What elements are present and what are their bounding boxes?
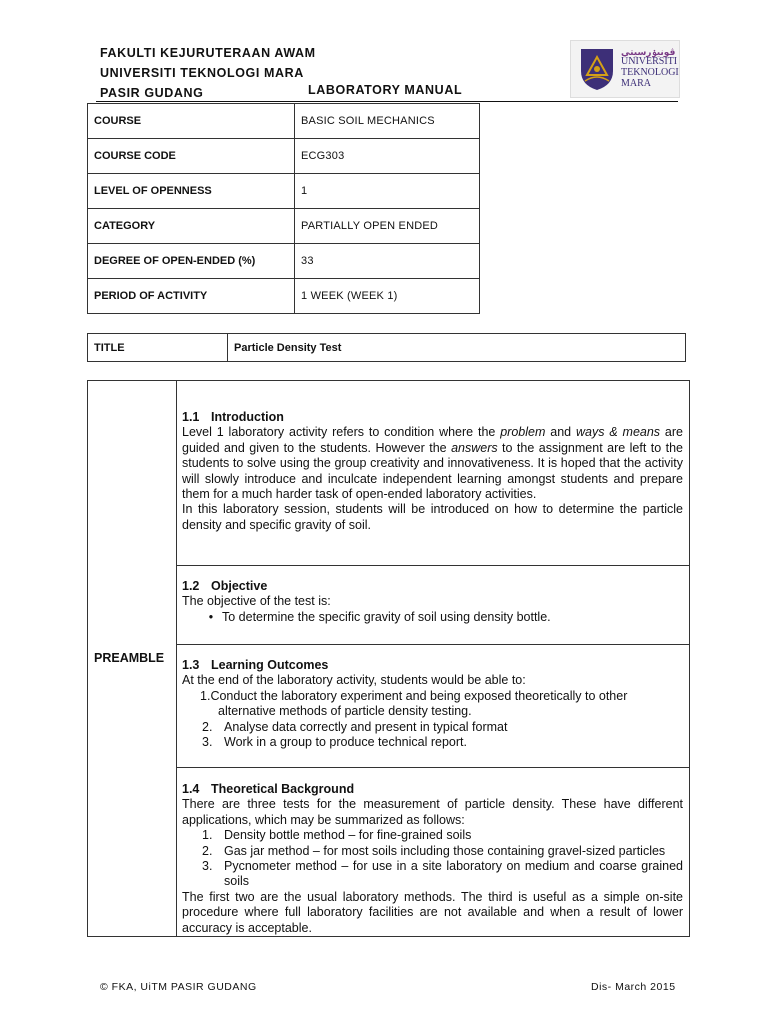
- preamble-column: [88, 381, 177, 936]
- manual-title: LABORATORY MANUAL: [308, 83, 463, 97]
- list-item: 1.Conduct the laboratory experiment and being exposed theoretically to other alternative methods of particle density testing.: [200, 688, 628, 719]
- introduction-paragraph: Level 1 laboratory activity refers to condition where the problem and ways & means are guided and given to the students. However the answers to the assignment are left to the students to solve using the group creativity and innovativeness. It is hoped that the activity will slowly introduce and inculcate independent learning amongst students and prepare them for a much harder task of open-ended laboratory activities.: [182, 425, 683, 502]
- title-table: [87, 333, 686, 362]
- faculty-name: FAKULTI KEJURUTERAAN AWAM: [100, 46, 316, 60]
- preamble-table: [87, 380, 690, 937]
- logo-text-universiti: UNIVERSITI: [621, 56, 678, 67]
- table-row: [88, 279, 480, 314]
- title-label: TITLE: [88, 334, 228, 362]
- objective-section: [177, 566, 689, 645]
- list-item: 1. Density bottle method – for fine-grained soils: [202, 828, 472, 843]
- period-value: 1 WEEK (WEEK 1): [295, 279, 480, 314]
- table-row: [88, 334, 686, 362]
- uitm-logo: [570, 40, 680, 98]
- logo-jawi-text: ڤونيۏرسيتي: [621, 47, 676, 57]
- course-code-label: COURSE CODE: [88, 139, 295, 174]
- list-item: 2. Analyse data correctly and present in typical format: [202, 719, 508, 734]
- list-item: 3. Pycnometer method – for use in a site laboratory on medium and coarse grained soils: [202, 859, 683, 889]
- course-value: BASIC SOIL MECHANICS: [295, 104, 480, 139]
- bullet-icon: •: [208, 609, 214, 624]
- introduction-paragraph-2: In this laboratory session, students will be introduced on how to determine the particle density and specific gravity of soil.: [182, 502, 683, 532]
- openness-label: LEVEL OF OPENNESS: [88, 174, 295, 209]
- header-rule: [96, 101, 678, 102]
- logo-text-teknologi: TEKNOLOGI: [621, 67, 679, 78]
- table-row: [88, 174, 480, 209]
- crest-icon: [579, 47, 615, 91]
- course-label: COURSE: [88, 104, 295, 139]
- campus-name: PASIR GUDANG: [100, 86, 204, 100]
- list-item: 3. Work in a group to produce technical report.: [202, 735, 467, 750]
- footer-copyright: © FKA, UiTM PASIR GUDANG: [100, 981, 257, 993]
- learning-outcomes-heading: 1.3 Learning Outcomes: [182, 658, 329, 672]
- degree-value: 33: [295, 244, 480, 279]
- logo-text-mara: MARA: [621, 78, 652, 89]
- footer-date: Dis- March 2015: [591, 981, 676, 993]
- course-code-value: ECG303: [295, 139, 480, 174]
- learning-outcomes-section: [177, 645, 689, 768]
- list-item: 2. Gas jar method – for most soils including those containing gravel-sized particles: [202, 843, 666, 858]
- theoretical-background-section: [177, 768, 689, 936]
- objective-heading: 1.2 Objective: [182, 579, 268, 593]
- introduction-section: [177, 381, 689, 566]
- theoretical-background-text: There are three tests for the measurement of particle density. These have different applications, which may be summarized as follows:: [182, 797, 683, 827]
- category-value: PARTIALLY OPEN ENDED: [295, 209, 480, 244]
- openness-value: 1: [295, 174, 480, 209]
- table-row: [88, 104, 480, 139]
- theoretical-background-heading: 1.4 Theoretical Background: [182, 782, 355, 796]
- objective-text: The objective of the test is:: [182, 594, 331, 609]
- theoretical-background-closing: The first two are the usual laboratory methods. The third is useful as a simple on-site procedure where full laboratory facilities are not available and when a result of lower accuracy is acceptable.: [182, 889, 683, 935]
- table-row: [88, 139, 480, 174]
- degree-label: DEGREE OF OPEN-ENDED (%): [88, 244, 295, 279]
- preamble-label: PREAMBLE: [94, 651, 165, 665]
- period-label: PERIOD OF ACTIVITY: [88, 279, 295, 314]
- table-row: [88, 209, 480, 244]
- category-label: CATEGORY: [88, 209, 295, 244]
- list-item: • To determine the specific gravity of soil using density bottle.: [182, 610, 683, 625]
- university-name: UNIVERSITI TEKNOLOGI MARA: [100, 66, 304, 80]
- learning-outcomes-text: At the end of the laboratory activity, students would be able to:: [182, 673, 526, 688]
- title-value: Particle Density Test: [228, 334, 686, 362]
- table-row: [88, 244, 480, 279]
- introduction-heading: 1.1 Introduction: [182, 410, 284, 424]
- course-info-table: [87, 103, 480, 314]
